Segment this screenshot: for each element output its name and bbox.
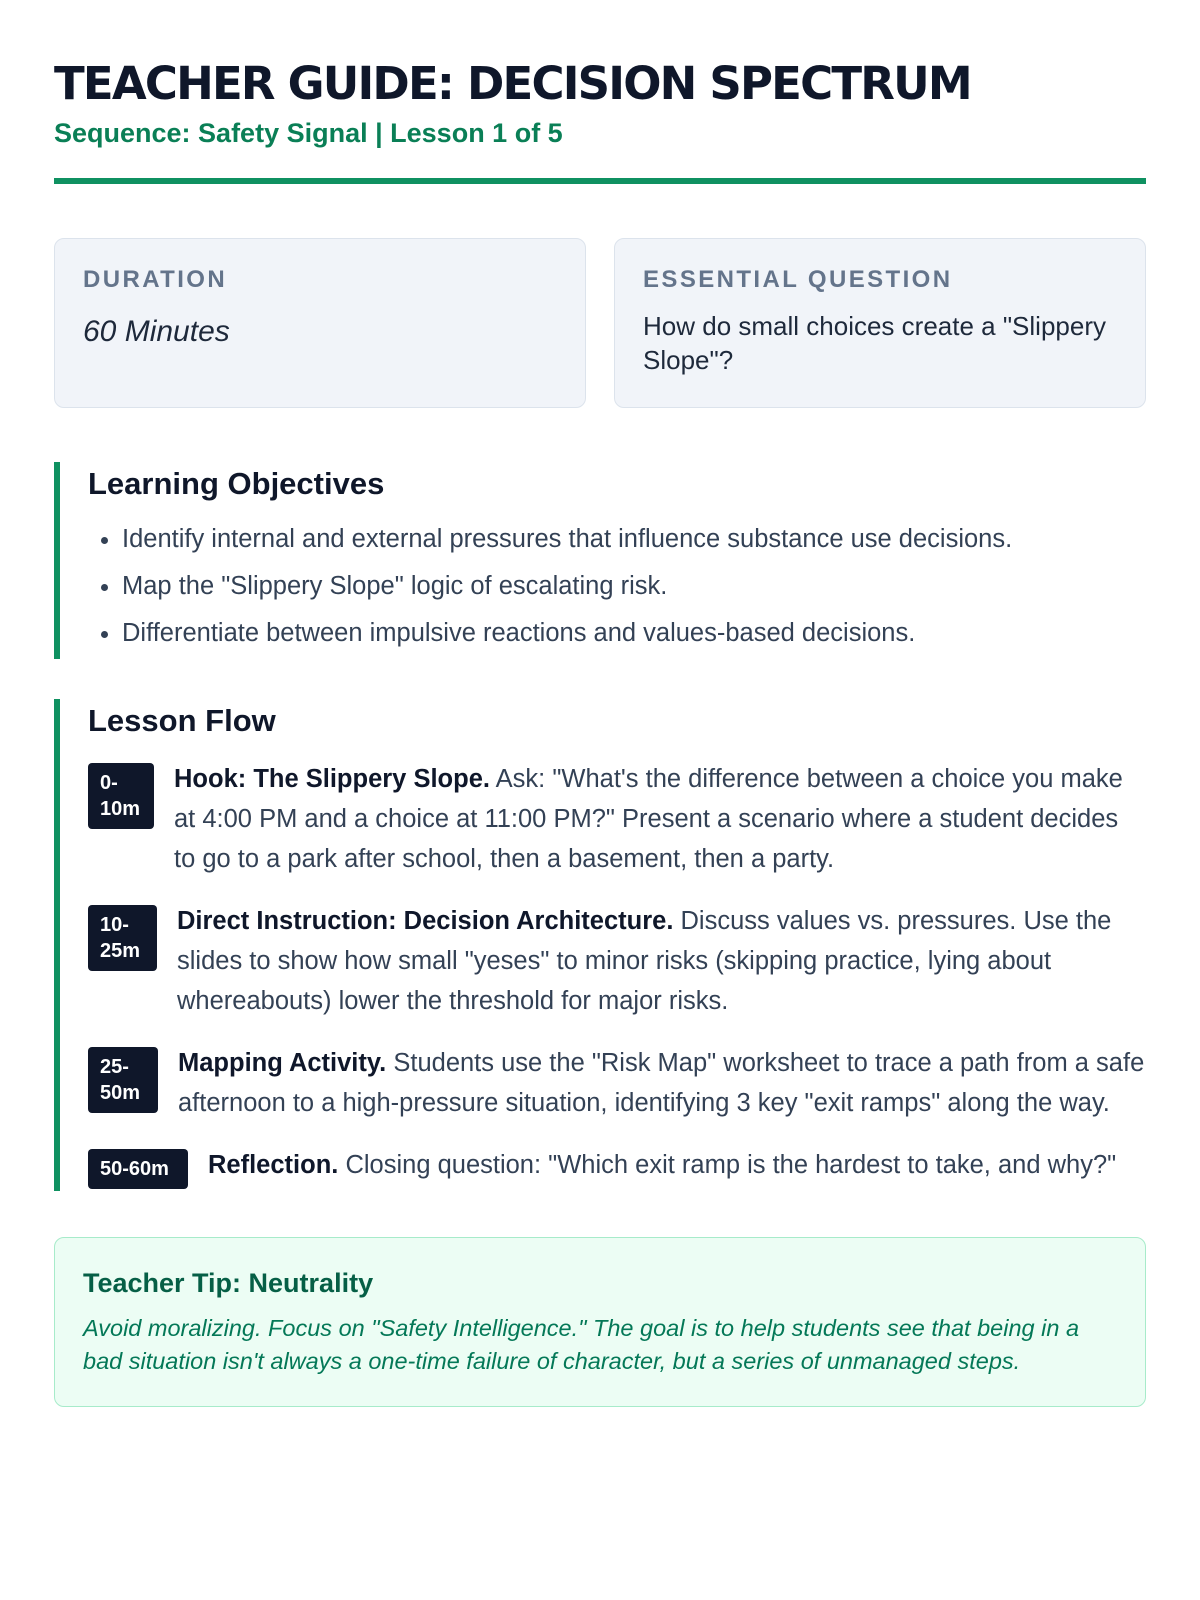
objective-item: • Map the "Slippery Slope" logic of escalating risk. xyxy=(122,563,1146,610)
essential-question-card xyxy=(614,238,1146,408)
lesson-step xyxy=(88,1043,1146,1123)
lesson-step-body: Ask: "What's the difference between a choice you make at 4:00 PM and a choice at 11:00 PM?" Present a scenario where a student decides to go to a park after school, then a basement, then a party. xyxy=(174,765,1123,873)
duration-label: DURATION xyxy=(83,266,228,293)
essential-question-value: How do small choices create a "Slippery Slope"? xyxy=(643,311,1106,375)
teacher-tip-title: Teacher Tip: Neutrality xyxy=(83,1268,374,1298)
lesson-step-text xyxy=(174,759,1146,879)
lesson-step-body: Students use the "Risk Map" worksheet to trace a path from a safe afternoon to a high-pressure situation, identifying 3 key "exit ramps" along the way. xyxy=(178,1049,1145,1117)
lesson-step-heading: Mapping Activity. xyxy=(178,1049,387,1077)
header-divider xyxy=(54,178,1146,184)
lesson-step-body: Closing question: "Which exit ramp is the hardest to take, and why?" xyxy=(345,1151,1117,1179)
learning-objectives-section xyxy=(54,462,1146,659)
duration-value: 60 Minutes xyxy=(83,315,230,348)
lesson-step-heading: Reflection. xyxy=(208,1151,339,1179)
page-title: TEACHER GUIDE: DECISION SPECTRUM xyxy=(54,57,971,110)
learning-objectives-title: Learning Objectives xyxy=(88,466,385,501)
time-badge: 50-60m xyxy=(88,1149,188,1189)
lesson-step-text xyxy=(177,901,1146,1021)
time-badge: 0-10m xyxy=(88,763,154,829)
teacher-tip-body: Avoid moralizing. Focus on "Safety Intelligence." The goal is to help students see that being in a bad situation isn't always a one-time failure of character, but a series of unmanaged steps. xyxy=(83,1315,1080,1374)
time-badge: 10-25m xyxy=(88,905,157,971)
teacher-tip-box xyxy=(54,1237,1146,1407)
lesson-step-body: Discuss values vs. pressures. Use the slides to show how small "yeses" to minor risks (skipping practice, lying about whereabouts) lower the threshold for major risks. xyxy=(177,907,1112,1015)
lesson-step-heading: Hook: The Slippery Slope. xyxy=(174,765,490,793)
objective-item: • Identify internal and external pressures that influence substance use decisions. xyxy=(122,516,1146,563)
time-badge: 25-50m xyxy=(88,1047,158,1113)
info-cards xyxy=(54,238,1146,408)
lesson-step xyxy=(88,901,1146,1021)
lesson-flow-title: Lesson Flow xyxy=(88,703,276,738)
lesson-step xyxy=(88,759,1146,879)
lesson-step-text xyxy=(178,1043,1146,1123)
lesson-step-text xyxy=(208,1145,1146,1185)
lesson-flow-section xyxy=(54,699,1146,1191)
essential-question-label: ESSENTIAL QUESTION xyxy=(643,266,953,293)
lesson-step xyxy=(88,1145,1146,1189)
objectives-list xyxy=(88,516,1146,657)
duration-card xyxy=(54,238,586,408)
lesson-step-heading: Direct Instruction: Decision Architecture. xyxy=(177,907,674,935)
objective-item: • Differentiate between impulsive reactions and values-based decisions. xyxy=(122,610,1146,657)
sequence-subtitle: Sequence: Safety Signal | Lesson 1 of 5 xyxy=(54,118,563,148)
